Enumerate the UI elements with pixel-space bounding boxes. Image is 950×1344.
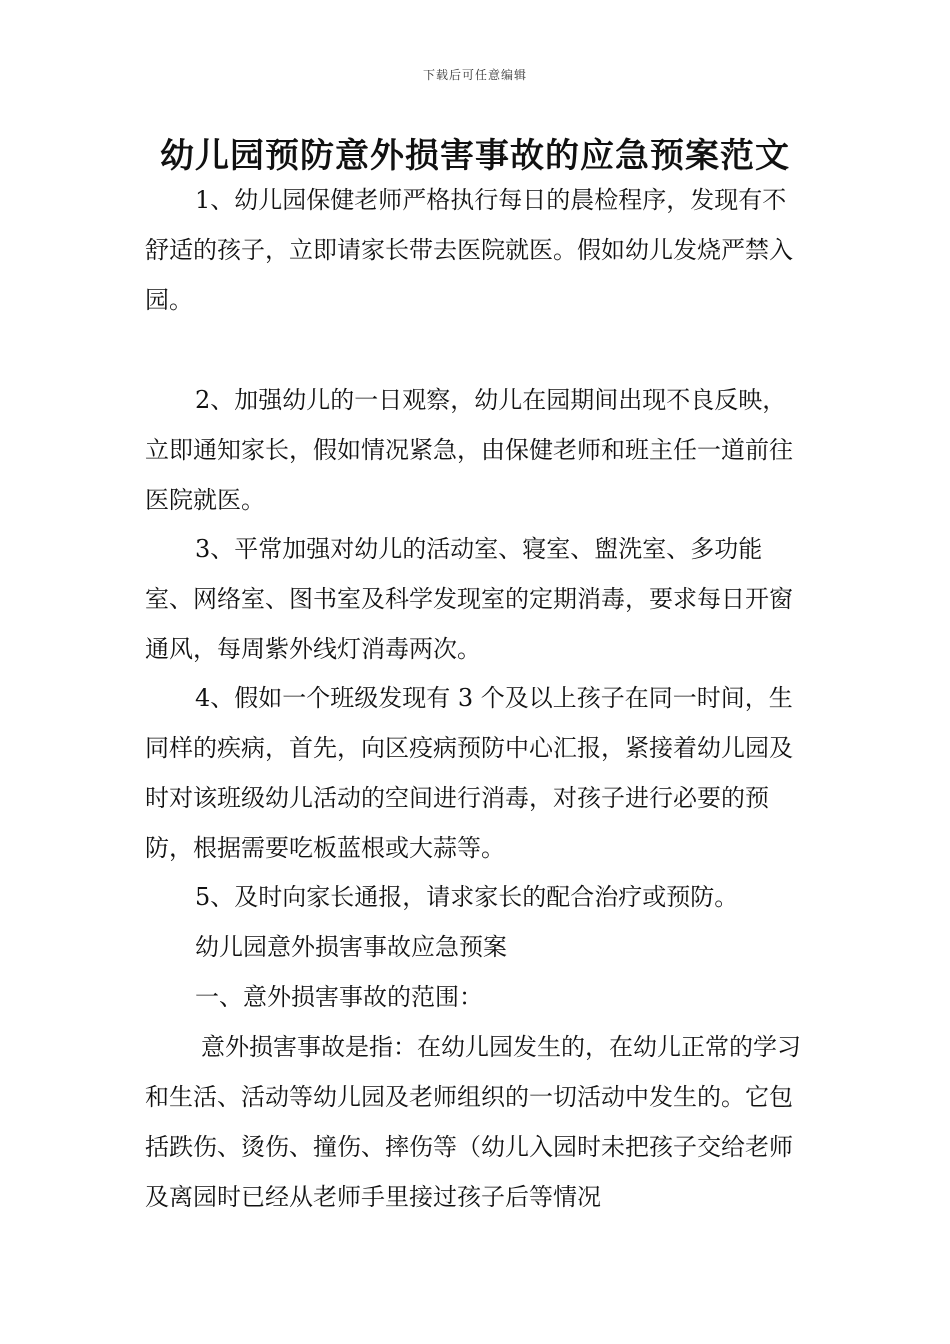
definition-paragraph: 意外损害事故是指：在幼儿园发生的，在幼儿正常的学习和生活、活动等幼儿园及老师组织的一切活动中发生的。它包括跌伤、烫伤、撞伤、摔伤等（幼儿入园时未把孩子交给老师及离园时已经从老师手里接过孩子后等情况 [145, 1033, 801, 1211]
header-note: 下载后可任意编辑 [422, 68, 527, 82]
subheading: 幼儿园意外损害事故应急预案 [195, 933, 507, 961]
paragraph-3: 3、平常加强对幼儿的活动室、寝室、盥洗室、多功能室、网络室、图书室及科学发现室的定期消毒，要求每日开窗通风，每周紫外线灯消毒两次。 [145, 535, 793, 663]
paragraph-4: 4、假如一个班级发现有 3 个及以上孩子在同一时间，生同样的疾病，首先，向区疫病预防中心汇报，紧接着幼儿园及时对该班级幼儿活动的空间进行消毒，对孩子进行必要的预防，根据需要吃板蓝根或大蒜等。 [145, 684, 793, 862]
document-title: 幼儿园预防意外损害事故的应急预案范文 [160, 136, 790, 176]
section-heading: 一、意外损害事故的范围： [195, 983, 483, 1011]
paragraph-5: 5、及时向家长通报，请求家长的配合治疗或预防。 [195, 883, 739, 911]
paragraph-1: 1、幼儿园保健老师严格执行每日的晨检程序，发现有不舒适的孩子，立即请家长带去医院就医。假如幼儿发烧严禁入园。 [145, 186, 793, 314]
paragraph-2: 2、加强幼儿的一日观察，幼儿在园期间出现不良反映，立即通知家长，假如情况紧急，由保健老师和班主任一道前往医院就医。 [145, 386, 793, 514]
